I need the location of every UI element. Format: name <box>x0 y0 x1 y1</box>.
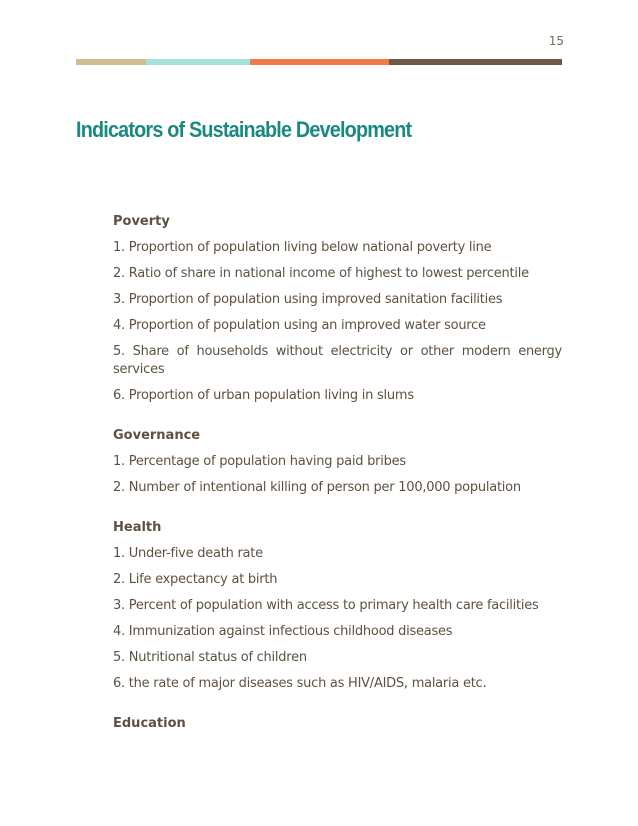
section-health <box>113 519 562 693</box>
section-poverty <box>113 213 562 405</box>
indicator-item: 4. Proportion of population using an improved water source <box>113 318 486 333</box>
color-bar-segment-brown <box>389 59 562 65</box>
indicator-item: 3. Percent of population with access to primary health care facilities <box>113 598 539 613</box>
indicator-item: 2. Life expectancy at birth <box>113 572 278 587</box>
indicator-item: 4. Immunization against infectious childhood diseases <box>113 624 453 639</box>
indicator-item: 2. Number of intentional killing of person per 100,000 population <box>113 480 521 495</box>
indicator-item: 2. Ratio of share in national income of highest to lowest percentile <box>113 266 529 281</box>
indicator-item: 1. Proportion of population living below national poverty line <box>113 240 492 255</box>
indicator-item: 5. Nutritional status of children <box>113 650 307 665</box>
indicator-item: 1. Percentage of population having paid bribes <box>113 454 406 469</box>
color-bar-segment-beige <box>76 59 146 65</box>
page-heading: Indicators of Sustainable Development <box>76 117 412 142</box>
section-education <box>113 715 562 733</box>
section-title: Poverty <box>113 214 170 229</box>
decorative-color-bar <box>76 59 562 65</box>
color-bar-segment-orange <box>250 59 389 65</box>
indicator-item: 5. Share of households without electricity or other modern energy services <box>113 344 562 377</box>
section-title: Health <box>113 520 162 535</box>
section-governance <box>113 427 562 497</box>
section-title: Governance <box>113 428 201 443</box>
color-bar-segment-aqua <box>146 59 250 65</box>
page-number: 15 <box>548 34 564 48</box>
indicator-item: 6. the rate of major diseases such as HIV/AIDS, malaria etc. <box>113 676 487 691</box>
indicator-item: 6. Proportion of urban population living in slums <box>113 388 414 403</box>
indicator-sections <box>113 213 562 755</box>
indicator-item: 1. Under-five death rate <box>113 546 263 561</box>
indicator-item: 3. Proportion of population using improved sanitation facilities <box>113 292 503 307</box>
section-title: Education <box>113 716 186 731</box>
